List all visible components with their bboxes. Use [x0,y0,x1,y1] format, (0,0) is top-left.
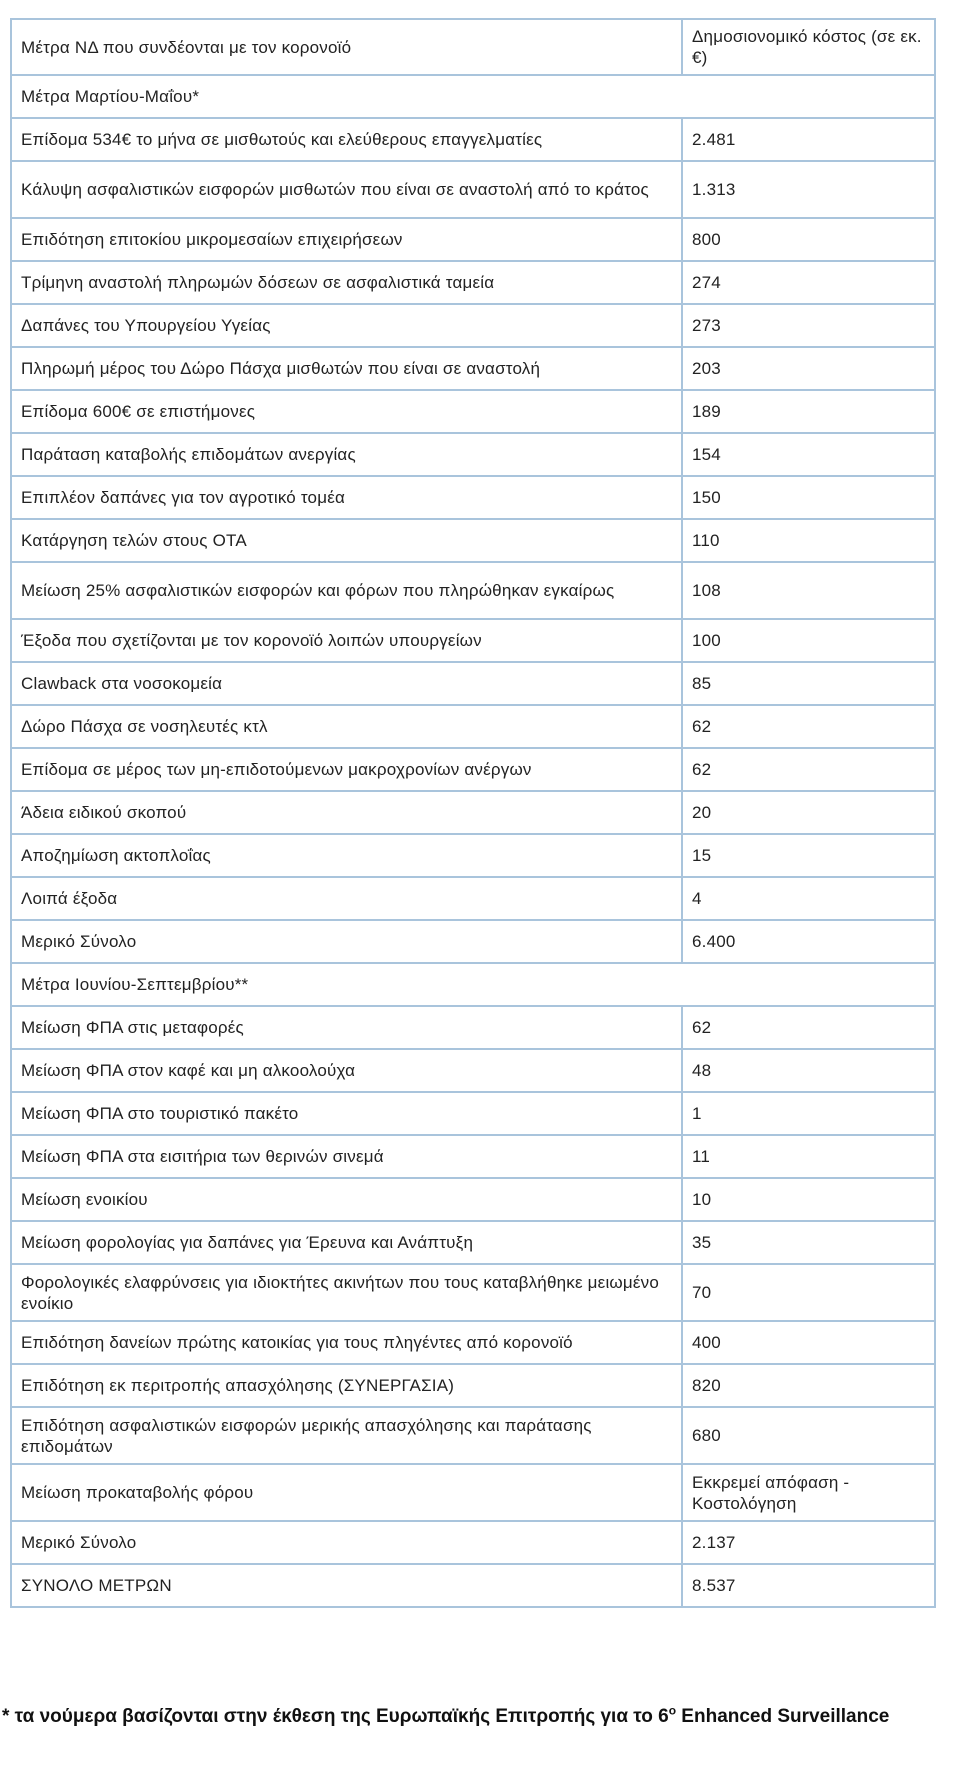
cost-cell: 70 [682,1264,935,1321]
measure-cell: Δαπάνες του Υπουργείου Υγείας [11,304,682,347]
table-row [11,619,935,662]
table-row [11,261,935,304]
measure-cell: Επίδομα σε μέρος των μη-επιδοτούμενων μακροχρονίων ανέργων [11,748,682,791]
cost-cell: 189 [682,390,935,433]
cost-cell: 62 [682,1006,935,1049]
table-row [11,519,935,562]
cost-cell: 274 [682,261,935,304]
measure-cell: Μείωση ενοικίου [11,1178,682,1221]
measure-cell: Επιδότηση ασφαλιστικών εισφορών μερικής απασχόλησης και παράτασης επιδομάτων [11,1407,682,1464]
table-row [11,834,935,877]
cost-cell: 680 [682,1407,935,1464]
cost-cell: 4 [682,877,935,920]
cost-cell: 35 [682,1221,935,1264]
cost-cell: 11 [682,1135,935,1178]
measure-cell: Κατάργηση τελών στους ΟΤΑ [11,519,682,562]
measure-cell: Δώρο Πάσχα σε νοσηλευτές κτλ [11,705,682,748]
section-title-row [11,963,935,1006]
table-row [11,433,935,476]
table-row [11,562,935,619]
measure-cell: Πληρωμή μέρος του Δώρο Πάσχα μισθωτών που είναι σε αναστολή [11,347,682,390]
cost-cell: 48 [682,1049,935,1092]
cost-cell: 10 [682,1178,935,1221]
cost-cell: 15 [682,834,935,877]
measure-cell: Επίδομα 600€ σε επιστήμονες [11,390,682,433]
cost-cell: 154 [682,433,935,476]
measure-cell: Clawback στα νοσοκομεία [11,662,682,705]
measure-cell: Έξοδα που σχετίζονται με τον κορονοϊό λοιπών υπουργείων [11,619,682,662]
table-row [11,1178,935,1221]
section-title: Μέτρα Ιουνίου-Σεπτεμβρίου** [11,963,935,1006]
measure-cell: Επιδότηση δανείων πρώτης κατοικίας για τους πληγέντες από κορονοϊό [11,1321,682,1364]
table-row [11,304,935,347]
total-row [11,1564,935,1607]
table-row [11,791,935,834]
cost-cell: 400 [682,1321,935,1364]
measure-cell: Τρίμηνη αναστολή πληρωμών δόσεων σε ασφαλιστικά ταμεία [11,261,682,304]
cost-cell: 273 [682,304,935,347]
table-row [11,1407,935,1464]
measure-cell: Παράταση καταβολής επιδομάτων ανεργίας [11,433,682,476]
measure-cell: Μείωση φορολογίας για δαπάνες για Έρευνα και Ανάπτυξη [11,1221,682,1264]
cost-cell: 20 [682,791,935,834]
cost-cell: 108 [682,562,935,619]
footnote-text-end: Enhanced Surveillance [676,1706,890,1727]
measure-cell: Μείωση ΦΠΑ στα εισιτήρια των θερινών σινεμά [11,1135,682,1178]
table-row [11,1049,935,1092]
table-row [11,1521,935,1564]
table-row [11,390,935,433]
table-row [11,118,935,161]
cost-cell: 62 [682,748,935,791]
measure-cell: Αποζημίωση ακτοπλοΐας [11,834,682,877]
cost-cell: 110 [682,519,935,562]
header-cost-cell: Δημοσιονομικό κόστος (σε εκ.€) [682,19,935,75]
cost-cell: 100 [682,619,935,662]
cost-table-container [10,18,934,1608]
cost-cell: 800 [682,218,935,261]
table-row [11,1321,935,1364]
table-row [11,1464,935,1521]
table-row [11,1221,935,1264]
measure-cell: Επίδομα 534€ το μήνα σε μισθωτούς και ελεύθερους επαγγελματίες [11,118,682,161]
table-row [11,877,935,920]
table-row [11,1364,935,1407]
measure-cell: Μερικό Σύνολο [11,1521,682,1564]
cost-cell: 62 [682,705,935,748]
measure-cell: Κάλυψη ασφαλιστικών εισφορών μισθωτών που είναι σε αναστολή από το κράτος [11,161,682,218]
measure-cell: Μείωση ΦΠΑ στο τουριστικό πακέτο [11,1092,682,1135]
table-row [11,1135,935,1178]
table-row [11,705,935,748]
cost-cell: 6.400 [682,920,935,963]
cost-cell: 8.537 [682,1564,935,1607]
table-header-row [11,19,935,75]
header-measure-cell: Μέτρα ΝΔ που συνδέονται με τον κορονοϊό [11,19,682,75]
cost-cell: 2.137 [682,1521,935,1564]
cost-cell: 1 [682,1092,935,1135]
measure-cell: Μερικό Σύνολο [11,920,682,963]
table-row [11,1006,935,1049]
measure-cell: Φορολογικές ελαφρύνσεις για ιδιοκτήτες ακινήτων που τους καταβλήθηκε μειωμένο ενοίκιο [11,1264,682,1321]
cost-table [10,18,936,1608]
footnote [2,1700,942,1733]
cost-cell: 2.481 [682,118,935,161]
cost-cell: 203 [682,347,935,390]
measure-cell: Άδεια ειδικού σκοπού [11,791,682,834]
measure-cell: Μείωση ΦΠΑ στον καφέ και μη αλκοολούχα [11,1049,682,1092]
section-title-row [11,75,935,118]
measure-cell: Επιπλέον δαπάνες για τον αγροτικό τομέα [11,476,682,519]
section-title: Μέτρα Μαρτίου-Μαΐου* [11,75,935,118]
cost-cell: 85 [682,662,935,705]
table-row [11,218,935,261]
cost-table-body [11,19,935,1607]
measure-cell: Λοιπά έξοδα [11,877,682,920]
measure-cell: Επιδότηση επιτοκίου μικρομεσαίων επιχειρήσεων [11,218,682,261]
measure-cell: Επιδότηση εκ περιτροπής απασχόλησης (ΣΥΝΕΡΓΑΣΙΑ) [11,1364,682,1407]
table-row [11,347,935,390]
table-row [11,920,935,963]
footnote-text: * τα νούμερα βασίζονται στην έκθεση της Ευρωπαϊκής Επιτροπής για το 6 [2,1706,669,1727]
table-row [11,662,935,705]
measure-cell: Μείωση ΦΠΑ στις μεταφορές [11,1006,682,1049]
table-row [11,1092,935,1135]
table-row [11,1264,935,1321]
cost-cell: Εκκρεμεί απόφαση - Κοστολόγηση [682,1464,935,1521]
measure-cell: Μείωση προκαταβολής φόρου [11,1464,682,1521]
cost-cell: 1.313 [682,161,935,218]
table-row [11,161,935,218]
cost-cell: 150 [682,476,935,519]
measure-cell: ΣΥΝΟΛΟ ΜΕΤΡΩΝ [11,1564,682,1607]
table-row [11,748,935,791]
table-row [11,476,935,519]
footnote-superscript: ο [668,1703,677,1718]
measure-cell: Μείωση 25% ασφαλιστικών εισφορών και φόρων που πληρώθηκαν εγκαίρως [11,562,682,619]
cost-cell: 820 [682,1364,935,1407]
